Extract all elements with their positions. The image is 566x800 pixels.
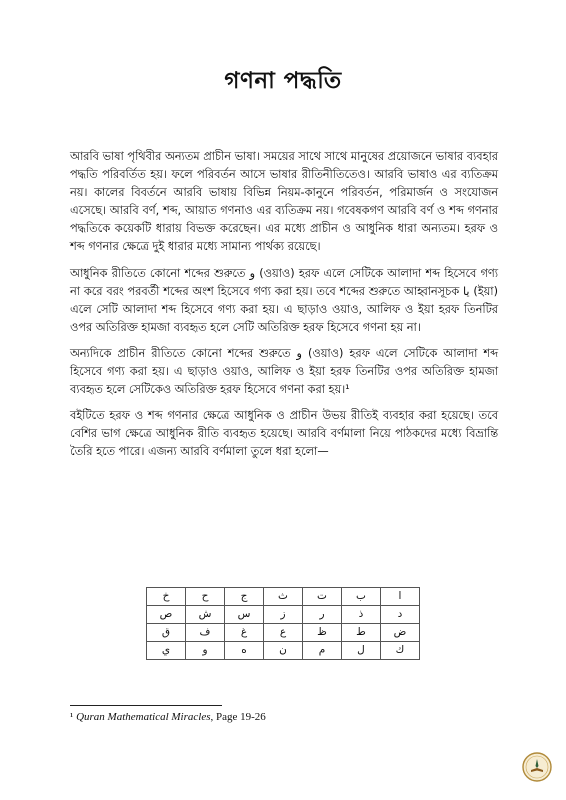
table-row [147,606,420,624]
paragraph: বইটিতে হরফ ও শব্দ গণনার ক্ষেত্রে আধুনিক ও প্রাচীন উভয় রীতিই ব্যবহার করা হয়েছে। তবে বেশির ভাগ ক্ষেত্রে আধুনিক রীতি ব্যবহৃত হয়েছে। আরবি বর্ণমালা নিয়ে পাঠকদের মধ্যে বিভ্রান্তি তৈরি হতে পারে। এজন্য আরবি বর্ণমালা তুলে ধরা হলো— [70,409,498,459]
paragraph: আরবি ভাষা পৃথিবীর অন্যতম প্রাচীন ভাষা। সময়ের সাথে সাথে মানুষের প্রয়োজনে ভাষার ব্যবহার পদ্ধতি পরিবর্তিত হয়। ফলে পরিবর্তন আসে ভাষার রীতিনীতিতেও। আরবি ভাষাও এর ব্যতিক্রম নয়। কালের বিবর্তনে আরবি ভাষায় বিভিন্ন নিয়ম-কানুনে পরিবর্তন, পরিমার্জন ও সংযোজন এসেছে। আরবি বর্ণ, শব্দ, আয়াত গণনাও এর ব্যতিক্রম নয়। গবেষকগণ আরবি বর্ণ ও শব্দ গণনার পদ্ধতিকে কয়েকটি ধারায় বিভক্ত করেছেন। এর মধ্যে প্রাচীন ও আধুনিক ধারা অন্যতম। হরফ ও শব্দ গণনার ক্ষেত্রে দুই ধারার মধ্যে সামান্য পার্থক্য রয়েছে। [70,150,498,254]
footnote-pages: , Page 19-26 [210,711,266,723]
letter-cell: ض [381,624,420,642]
letter-cell: ك [381,642,420,660]
paragraph: আধুনিক রীতিতে কোনো শব্দের শুরুতে و (ওয়াও) হরফ এলে সেটিকে আলাদা শব্দ হিসেবে গণ্য না করে বরং পরবর্তী শব্দের অংশ হিসেবে গণ্য করা হয়। তবে শব্দের শুরুতে আহ্বানসূচক يا (ইয়া) এলে সেটি আলাদা শব্দ হিসেবে গণ্য করা হয়। এ ছাড়াও ওয়াও, আলিফ ও ইয়া হরফ তিনটির ওপর অতিরিক্ত হামজা ব্যবহৃত হলে সেটি অতিরিক্ত হরফ হিসেবে গণনা হয় না। [70,266,498,334]
letter-cell: و [186,642,225,660]
letter-cell: ب [342,588,381,606]
letter-cell: ث [264,588,303,606]
letter-cell: ه [225,642,264,660]
arabic-alphabet-table [146,587,420,660]
footnote-divider [70,705,222,706]
footnote-marker: ¹ [70,711,74,723]
letter-cell: ز [264,606,303,624]
letter-cell: ي [147,642,186,660]
letter-cell: ش [186,606,225,624]
letter-cell: ف [186,624,225,642]
letter-cell: ن [264,642,303,660]
letter-cell: ع [264,624,303,642]
letter-cell: ظ [303,624,342,642]
letter-cell: ح [186,588,225,606]
footnote-reference: Quran Mathematical Miracles [76,711,211,723]
page-title: গণনা পদ্ধতি [224,68,342,94]
table-row [147,642,420,660]
letter-cell: خ [147,588,186,606]
letter-cell: ص [147,606,186,624]
letter-cell: ق [147,624,186,642]
letter-cell: ل [342,642,381,660]
letter-cell: ذ [342,606,381,624]
letter-cell: ج [225,588,264,606]
paragraph: অন্যদিকে প্রাচীন রীতিতে কোনো শব্দের শুরুতে و (ওয়াও) হরফ এলে সেটিকে আলাদা শব্দ হিসেবে গণ্য করা হয়। এ ছাড়াও ওয়াও, আলিফ ও ইয়া হরফ তিনটির ওপর অতিরিক্ত হামজা ব্যবহৃত হলে সেটিকেও অতিরিক্ত হরফ হিসেবে গণনা করা হয়।¹ [70,346,498,397]
letter-cell: ا [381,588,420,606]
letter-cell: ط [342,624,381,642]
table-row [147,588,420,606]
letter-cell: ت [303,588,342,606]
letter-cell: م [303,642,342,660]
body-text [70,148,498,470]
letter-cell: ر [303,606,342,624]
table-row [147,624,420,642]
letter-cell: د [381,606,420,624]
footnote [70,711,266,723]
letter-cell: س [225,606,264,624]
letter-cell: غ [225,624,264,642]
book-quill-emblem-icon [522,752,552,782]
